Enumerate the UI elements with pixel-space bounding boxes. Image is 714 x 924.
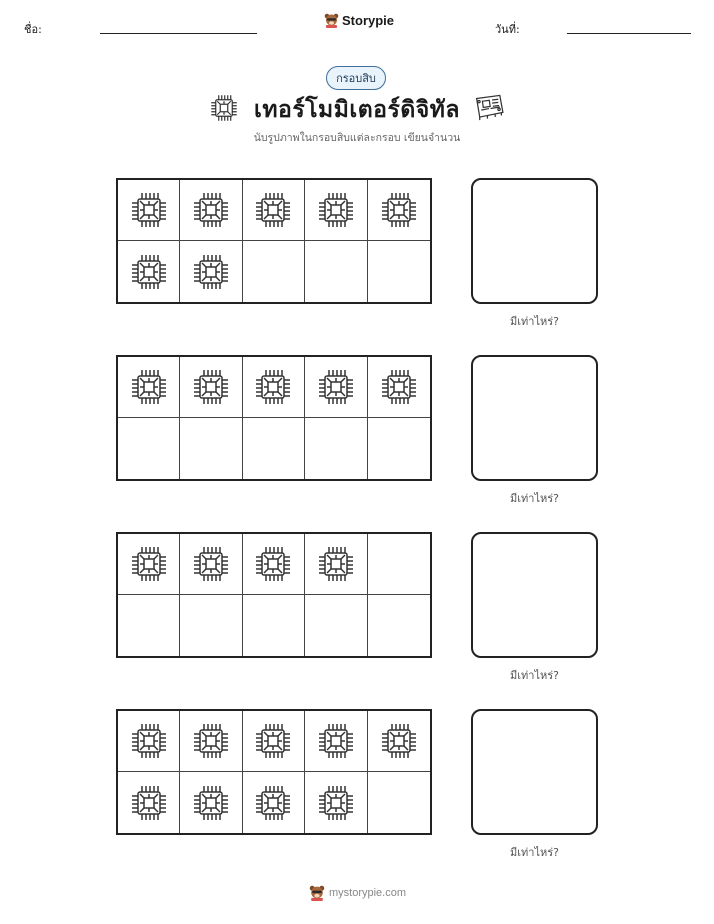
how-many-label-4: มีเท่าไหร่? <box>510 846 559 859</box>
microchip-icon <box>316 783 356 823</box>
frame-cell <box>305 711 367 772</box>
frame-cell <box>305 180 367 241</box>
brand-name: Storypie <box>342 12 395 28</box>
frame-cell <box>368 534 430 595</box>
microchip-icon <box>379 190 419 230</box>
answer-box-1[interactable] <box>471 178 598 304</box>
frame-cell <box>368 711 430 772</box>
answer-box-3[interactable] <box>471 532 598 658</box>
microchip-icon <box>129 783 169 823</box>
frame-cell <box>305 418 367 479</box>
microchip-icon <box>129 721 169 761</box>
frame-cell <box>118 241 180 302</box>
microchip-icon <box>129 367 169 407</box>
storypie-bear-icon <box>324 12 339 28</box>
microchip-icon <box>129 190 169 230</box>
name-line <box>100 33 257 34</box>
frame-cell <box>243 772 305 833</box>
frame-cell <box>243 711 305 772</box>
answer-box-4[interactable] <box>471 709 598 835</box>
how-many-label-2: มีเท่าไหร่? <box>510 492 559 505</box>
frame-cell <box>180 772 242 833</box>
date-line <box>567 33 691 34</box>
topic-badge: กรอบสิบ <box>326 66 386 90</box>
frame-cell <box>243 241 305 302</box>
frame-cell <box>243 418 305 479</box>
frame-cell <box>180 357 242 418</box>
worksheet-title: เทอร์โมมิเตอร์ดิจิทัล <box>254 97 460 123</box>
frame-cell <box>180 418 242 479</box>
frame-cell <box>368 418 430 479</box>
frame-cell <box>368 357 430 418</box>
frame-cell <box>368 772 430 833</box>
frame-cell <box>368 241 430 302</box>
frame-cell <box>118 180 180 241</box>
frame-cell <box>118 418 180 479</box>
microchip-icon <box>129 544 169 584</box>
microchip-icon <box>129 252 169 292</box>
storypie-bear-icon <box>309 884 325 901</box>
frame-cell <box>305 357 367 418</box>
frame-cell <box>180 595 242 656</box>
microchip-icon <box>191 367 231 407</box>
microchip-icon <box>191 783 231 823</box>
microchip-icon <box>253 783 293 823</box>
microchip-icon <box>316 190 356 230</box>
frame-cell <box>243 534 305 595</box>
footer <box>309 884 406 901</box>
worksheet-instructions: นับรูปภาพในกรอบสิบแต่ละกรอบ เขียนจำนวน <box>253 132 461 144</box>
microchip-icon <box>191 190 231 230</box>
microchip-icon <box>316 721 356 761</box>
microchip-icon <box>316 544 356 584</box>
microchip-icon <box>191 252 231 292</box>
ten-frame-2 <box>116 355 432 481</box>
microchip-icon <box>191 721 231 761</box>
frame-cell <box>305 772 367 833</box>
frame-cell <box>243 357 305 418</box>
name-label: ชื่อ: <box>24 23 42 36</box>
frame-cell <box>118 534 180 595</box>
pcb-board-icon <box>472 92 506 122</box>
frame-cell <box>305 595 367 656</box>
microchip-icon <box>316 367 356 407</box>
microchip-icon <box>253 367 293 407</box>
frame-cell <box>243 595 305 656</box>
microchip-icon <box>379 367 419 407</box>
frame-cell <box>305 241 367 302</box>
frame-cell <box>118 595 180 656</box>
frame-cell <box>305 534 367 595</box>
ten-frame-1 <box>116 178 432 304</box>
microchip-icon <box>253 190 293 230</box>
microchip-icon <box>253 721 293 761</box>
ten-frame-3 <box>116 532 432 658</box>
microchip-icon <box>379 721 419 761</box>
microchip-icon <box>191 544 231 584</box>
frame-cell <box>118 711 180 772</box>
frame-cell <box>118 357 180 418</box>
answer-box-2[interactable] <box>471 355 598 481</box>
microchip-icon <box>253 544 293 584</box>
frame-cell <box>180 241 242 302</box>
frame-cell <box>180 180 242 241</box>
ten-frame-4 <box>116 709 432 835</box>
frame-cell <box>180 711 242 772</box>
how-many-label-1: มีเท่าไหร่? <box>510 315 559 328</box>
frame-cell <box>180 534 242 595</box>
date-label: วันที่: <box>495 23 520 36</box>
frame-cell <box>368 595 430 656</box>
frame-cell <box>118 772 180 833</box>
frame-cell <box>368 180 430 241</box>
footer-site: mystorypie.com <box>329 886 407 899</box>
frame-cell <box>243 180 305 241</box>
how-many-label-3: มีเท่าไหร่? <box>510 669 559 682</box>
brand <box>324 12 394 28</box>
